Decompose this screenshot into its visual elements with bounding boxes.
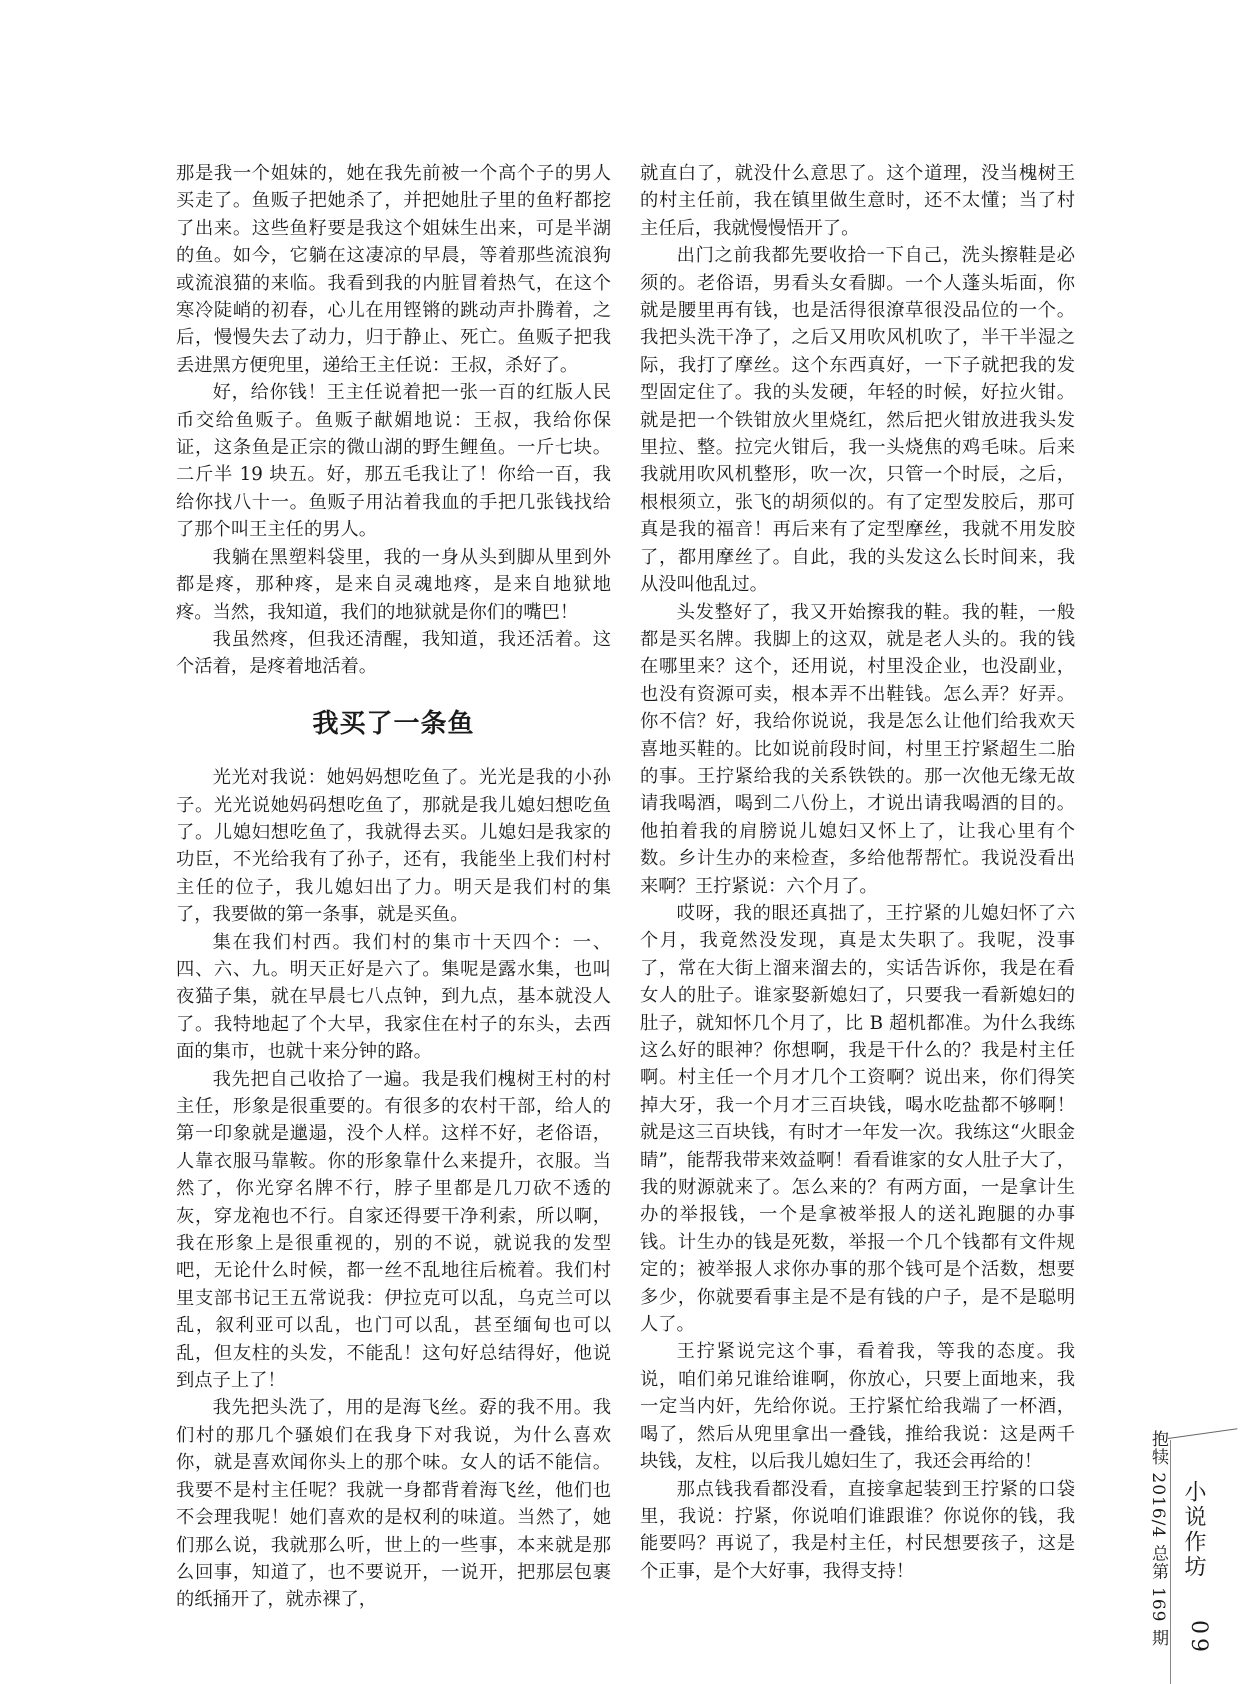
paragraph: 我虽然疼，但我还清醒，我知道，我还活着。这个活着，是疼着地活着。 (176, 628, 611, 678)
paragraph: 就直白了，就没什么意思了。这个道理，没当槐树王的村主任前，我在镇里做生意时，还不太懂；当了村主任后，我就慢慢悟开了。 (640, 163, 1075, 239)
issue-info: 抱犊 2016/4 总第 169 期 (1148, 1430, 1168, 1647)
sidebar-rule (1168, 1428, 1237, 1439)
paragraph: 出门之前我都先要收拾一下自己，洗头擦鞋是必须的。老俗语，男看头女看脚。一个人蓬头垢面，你就是腰里再有钱，也是活得很潦草很没品位的一个。我把头洗干净了，之后又用吹风机吹了，半干半湿之际，我打了摩丝。这个东西真好，一下子就把我的发型固定住了。我的头发硬，年轻的时候，好拉火钳。就是把一个铁钳放火里烧红，然后把火钳放进我头发里拉、整。拉完火钳后，我一头烧焦的鸡毛味。后来我就用吹风机整形，吹一次，只管一个时辰，之后，根根须立，张飞的胡须似的。有了定型发胶后，那可真是我的福音！再后来有了定型摩丝，我就不用发胶了，都用摩丝了。自此，我的头发这么长时间来，我从没叫他乱过。 (640, 245, 1075, 596)
page-number: 09 (1186, 1620, 1211, 1656)
paragraph: 王拧紧说完这个事，看着我，等我的态度。我说，咱们弟兄谁给谁啊，你放心，只要上面地来，我一定当内奸，先给你说。王拧紧忙给我端了一杯酒，喝了，然后从兜里拿出一叠钱，推给我说：这是两千块钱，友柱，以后我儿媳妇生了，我还会再给的！ (640, 1341, 1075, 1473)
paragraph: 我先把自己收拾了一遍。我是我们槐树王村的村主任，形象是很重要的。有很多的农村干部，给人的第一印象就是邋遢，没个人样。这样不好，老俗语，人靠衣服马靠鞍。你的形象靠什么来提升，衣服。当然了，你光穿名牌不行，脖子里都是几刀砍不透的灰，穿龙袍也不行。自家还得要干净利索，所以啊，我在形象上是很重视的，别的不说，就说我的发型吧，无论什么时候，都一丝不乱地往后梳着。我们村里支部书记王五常说我：伊拉克可以乱，乌克兰可以乱，叙利亚可以乱，也门可以乱，甚至缅甸也可以乱，但友柱的头发，不能乱！这句好总结得好，他说到点子上了！ (176, 1068, 611, 1392)
sidebar-divider (1170, 1440, 1171, 1684)
paragraph: 头发整好了，我又开始擦我的鞋。我的鞋，一般都是买名牌。我脚上的这双，就是老人头的。我的钱在哪里来？这个，还用说，村里没企业，也没副业，也没有资源可卖，根本弄不出鞋钱。怎么弄？好弄。你不信？好，我给你说说，我是怎么让他们给我欢天喜地买鞋的。比如说前段时间，村里王拧紧超生二胎的事。王拧紧给我的关系铁铁的。那一次他无缘无故请我喝酒，喝到二八份上，才说出请我喝酒的目的。他拍着我的肩膀说儿媳妇又怀上了，让我心里有个数。乡计生办的来检查，多给他帮帮忙。我说没看出来啊？王拧紧说：六个月了。 (640, 601, 1075, 897)
paragraph: 集在我们村西。我们村的集市十天四个：一、四、六、九。明天正好是六了。集呢是露水集，也叫夜猫子集，就在早晨七八点钟，到九点，基本就没人了。我特地起了个大早，我家住在村子的东头，去西面的集市，也就十来分钟的路。 (176, 931, 611, 1063)
paragraph: 我先把头洗了，用的是海飞丝。孬的我不用。我们村的那几个骚娘们在我身下对我说，为什么喜欢你，就是喜欢闻你头上的那个味。女人的话不能信。我要不是村主任呢？我就一身都背着海飞丝，他们也不会理我呢！她们喜欢的是权利的味道。当然了，她们那么说，我就那么听，世上的一些事，本来就是那么回事，知道了，也不要说开，一说开，把那层包裹的纸捅开了，就赤裸了， (176, 1397, 611, 1611)
paragraph: 那是我一个姐妹的，她在我先前被一个高个子的男人买走了。鱼贩子把她杀了，并把她肚子里的鱼籽都挖了出来。这些鱼籽要是我这个姐妹生出来，可是半湖的鱼。如今，它躺在这凄凉的早晨，等着那些流浪狗或流浪猫的来临。我看到我的内脏冒着热气，在这个寒冷陡峭的初春，心儿在用铿锵的跳动声扑腾着，之后，慢慢失去了动力，归于静止、死亡。鱼贩子把我丢进黑方便兜里，递给王主任说：王叔，杀好了。 (176, 163, 611, 376)
left-column (176, 160, 611, 1614)
paragraph: 好，给你钱！王主任说着把一张一百的红版人民币交给鱼贩子。鱼贩子献媚地说：王叔，我给你保证，这条鱼是正宗的微山湖的野生鲤鱼。一斤七块。二斤半 19 块五。好，那五毛我让了！你给一百，我给你找八十一。鱼贩子用沾着我血的手把几张钱找给了那个叫王主任的男人。 (176, 382, 611, 541)
section-title: 我买了一条鱼 (312, 708, 475, 739)
right-column (640, 160, 1075, 1585)
paragraph: 我躺在黑塑料袋里，我的一身从头到脚从里到外都是疼，那种疼，是来自灵魂地疼，是来自地狱地疼。当然，我知道，我们的地狱就是你们的嘴巴！ (176, 546, 611, 623)
paragraph: 哎呀，我的眼还真拙了，王拧紧的儿媳妇怀了六个月，我竟然没发现，真是太失职了。我呢，没事了，常在大街上溜来溜去的，实话告诉你，我是在看女人的肚子。谁家娶新媳妇了，只要我一看新媳妇的肚子，就知怀几个月了，比 B 超机都准。为什么我练这么好的眼神？你想啊，我是干什么的？我是村主任啊。村主任一个月才几个工资啊？说出来，你们得笑掉大牙，我一个月才三百块钱，喝水吃盐都不够啊！就是这三百块钱，有时才一年发一次。我练这“火眼金睛”，能帮我带来效益啊！看看谁家的女人肚子大了，我的财源就来了。怎么来的？有两方面，一是拿计生办的举报钱，一个是拿被举报人的送礼跑腿的办事钱。计生办的钱是死数，举报一个几个钱都有文件规定的；被举报人求你办事的那个钱可是个活数，想要多少，你就要看事主是不是有钱的户子，是不是聪明人了。 (640, 902, 1075, 1336)
paragraph: 光光对我说：她妈妈想吃鱼了。光光是我的小孙子。光光说她妈码想吃鱼了，那就是我儿媳妇想吃鱼了。儿媳妇想吃鱼了，我就得去买。儿媳妇是我家的功臣，不光给我有了孙子，还有，我能坐上我们村村主任的位子，我儿媳妇出了力。明天是我们村的集了，我要做的第一条事，就是买鱼。 (176, 767, 611, 926)
column-name: 小说作坊 (1181, 1480, 1206, 1580)
paragraph: 那点钱我看都没看，直接拿起装到王拧紧的口袋里，我说：拧紧，你说咱们谁跟谁？你说你的钱，我能要吗？再说了，我是村主任，村民想要孩子，这是个正事，是个大好事，我得支持！ (640, 1478, 1075, 1582)
